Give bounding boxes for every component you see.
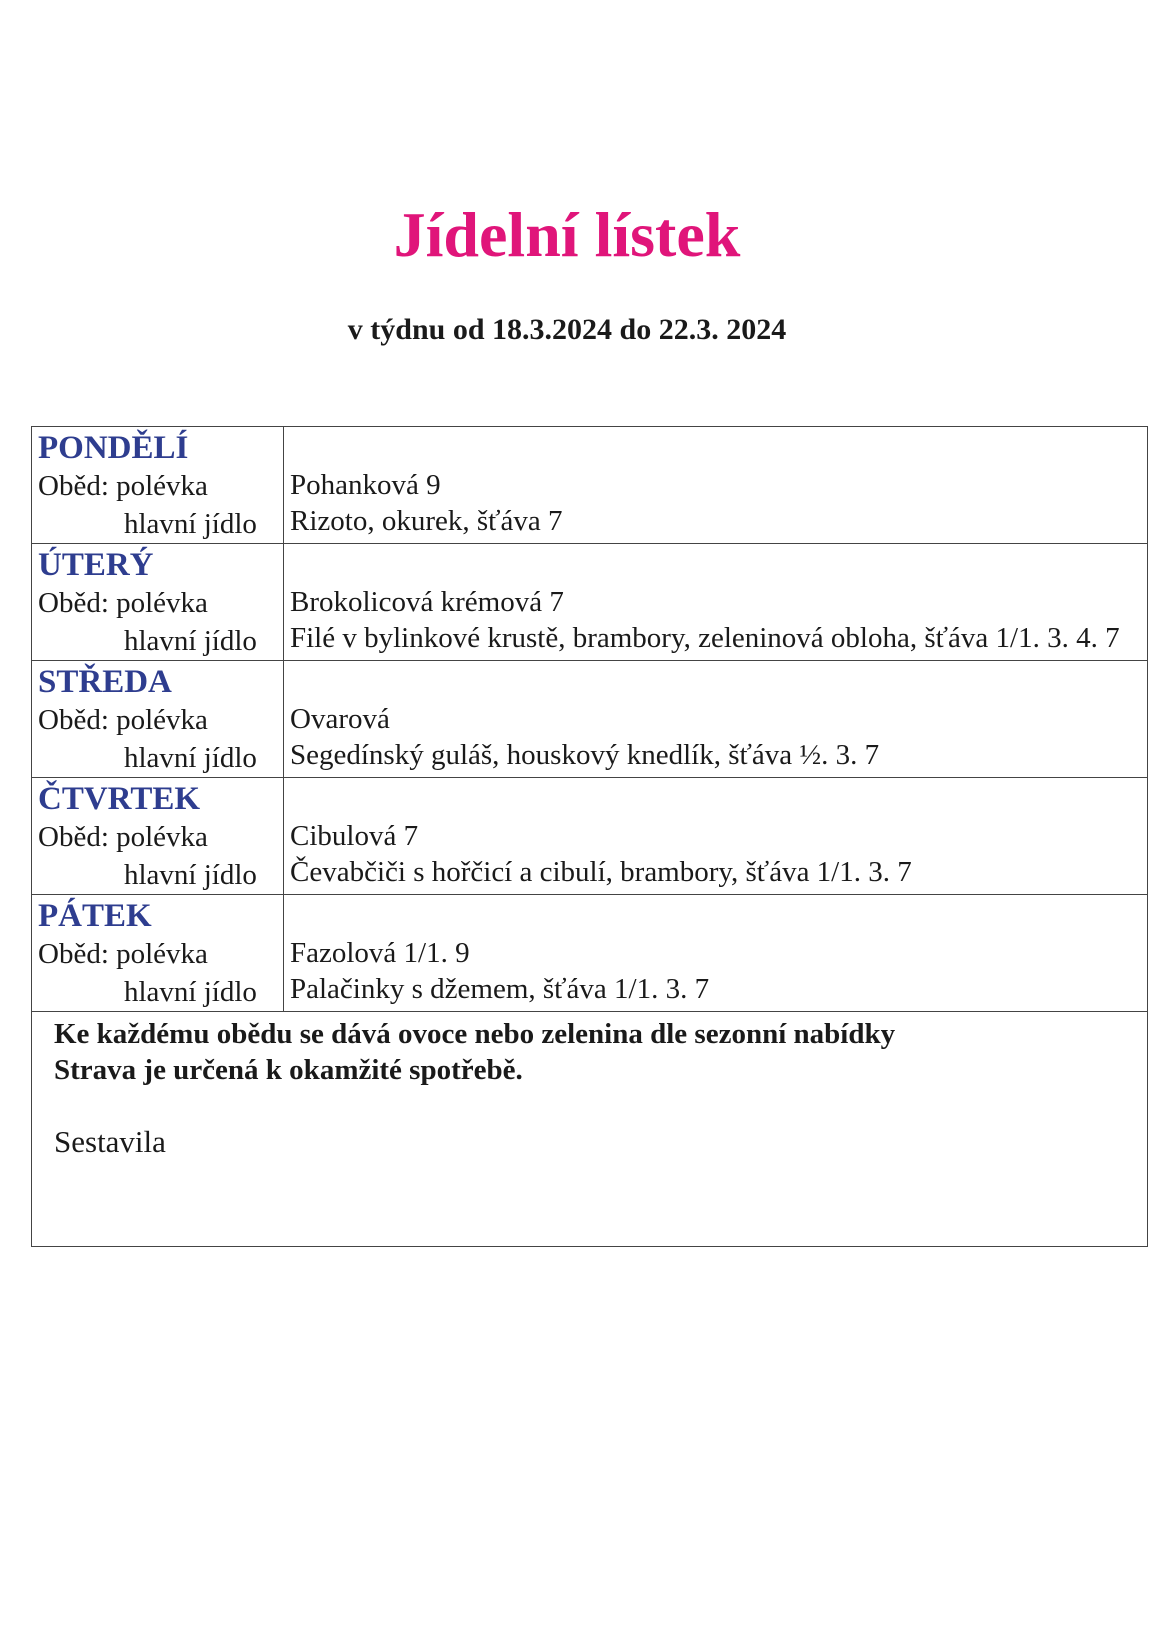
main-dish-label: hlavní jídlo: [124, 859, 257, 891]
main-dish-label: hlavní jídlo: [124, 742, 257, 774]
day-row-thursday: [32, 778, 1148, 895]
main-dish-label: hlavní jídlo: [124, 625, 257, 657]
soup-item: Fazolová 1/1. 9: [290, 937, 470, 969]
soup-item: Brokolicová krémová 7: [290, 586, 564, 618]
dish-cell: [284, 661, 1148, 778]
main-dish-label: hlavní jídlo: [124, 508, 257, 540]
day-row-tuesday: [32, 544, 1148, 661]
soup-item: Pohanková 9: [290, 469, 441, 501]
consumption-note: Strava je určená k okamžité spotřebě.: [54, 1054, 523, 1086]
dish-cell: [284, 895, 1148, 1012]
day-name: ČTVRTEK: [38, 781, 201, 817]
day-name: STŘEDA: [38, 664, 172, 700]
footer-row: [32, 1012, 1148, 1247]
soup-label: Oběd: polévka: [38, 470, 208, 502]
menu-table: [31, 426, 1148, 1247]
main-dish-label: hlavní jídlo: [124, 976, 257, 1008]
dish-cell: [284, 427, 1148, 544]
day-row-monday: [32, 427, 1148, 544]
day-label-cell: [32, 778, 284, 895]
soup-label: Oběd: polévka: [38, 821, 208, 853]
day-name: ÚTERÝ: [38, 547, 154, 583]
day-name: PÁTEK: [38, 898, 152, 934]
day-label-cell: [32, 544, 284, 661]
day-label-cell: [32, 427, 284, 544]
day-row-friday: [32, 895, 1148, 1012]
soup-item: Ovarová: [290, 703, 390, 735]
soup-item: Cibulová 7: [290, 820, 419, 852]
signature: Sestavila: [54, 1124, 166, 1159]
week-range: v týdnu od 18.3.2024 do 22.3. 2024: [347, 313, 787, 346]
fruit-note: Ke každému obědu se dává ovoce nebo zelenina dle sezonní nabídky: [54, 1018, 896, 1050]
main-dish-item: Segedínský guláš, houskový knedlík, šťáva ½. 3. 7: [290, 739, 880, 771]
main-dish-item: Rizoto, okurek, šťáva 7: [290, 505, 563, 537]
main-dish-item: Filé v bylinkové krustě, brambory, zeleninová obloha, šťáva 1/1. 3. 4. 7: [290, 622, 1120, 654]
day-label-cell: [32, 661, 284, 778]
day-row-wednesday: [32, 661, 1148, 778]
soup-label: Oběd: polévka: [38, 587, 208, 619]
page-title: Jídelní lístek: [393, 199, 741, 270]
dish-cell: [284, 544, 1148, 661]
main-dish-item: Palačinky s džemem, šťáva 1/1. 3. 7: [290, 973, 710, 1005]
day-label-cell: [32, 895, 284, 1012]
soup-label: Oběd: polévka: [38, 938, 208, 970]
main-dish-item: Čevabčiči s hořčicí a cibulí, brambory, šťáva 1/1. 3. 7: [290, 856, 912, 888]
footer-cell: [32, 1012, 1148, 1247]
soup-label: Oběd: polévka: [38, 704, 208, 736]
day-name: PONDĚLÍ: [38, 430, 189, 466]
dish-cell: [284, 778, 1148, 895]
